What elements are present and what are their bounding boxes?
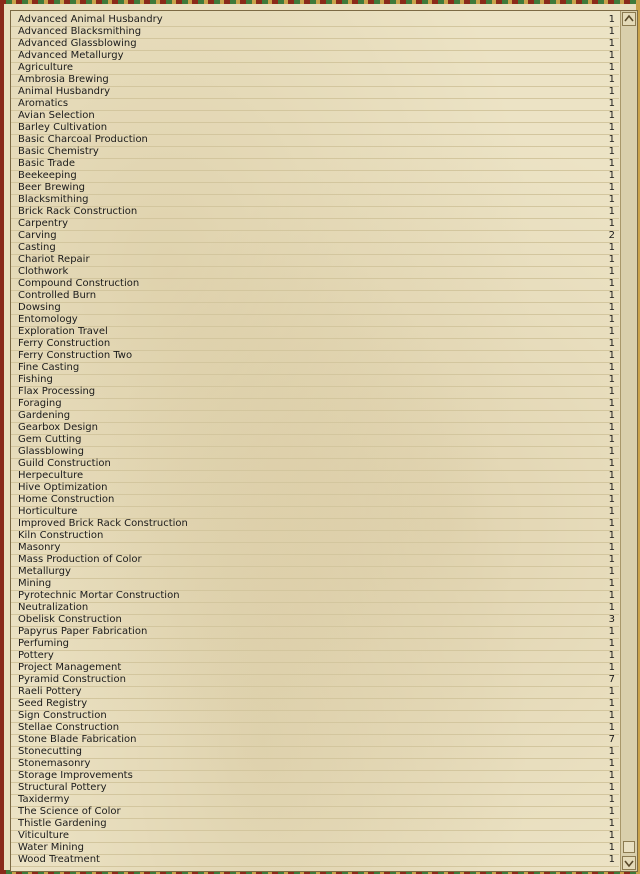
skill-name: Basic Charcoal Production [18, 134, 148, 145]
skill-name: Pyramid Construction [18, 674, 126, 685]
list-item[interactable] [11, 687, 619, 699]
skill-name: Ambrosia Brewing [18, 74, 109, 85]
skill-count: 1 [608, 422, 615, 433]
skill-count: 1 [608, 506, 615, 517]
skill-name: Home Construction [18, 494, 115, 505]
skill-name: Papyrus Paper Fabrication [18, 626, 148, 637]
skill-count: 1 [608, 458, 615, 469]
skill-name: Basic Chemistry [18, 146, 99, 157]
skill-count: 1 [608, 686, 615, 697]
skill-count: 1 [608, 206, 615, 217]
skill-count: 1 [608, 62, 615, 73]
list-item[interactable] [11, 99, 619, 111]
skill-count: 1 [608, 74, 615, 85]
skill-name: Gearbox Design [18, 422, 98, 433]
list-item[interactable] [11, 435, 619, 447]
skill-name: Gem Cutting [18, 434, 82, 445]
skill-count: 1 [608, 566, 615, 577]
skill-name: Mass Production of Color [18, 554, 142, 565]
skill-name: Gardening [18, 410, 71, 421]
skill-name: Neutralization [18, 602, 89, 613]
skill-count: 1 [608, 194, 615, 205]
skill-name: Structural Pottery [18, 782, 107, 793]
skill-count: 1 [608, 794, 615, 805]
skill-name: Foraging [18, 398, 62, 409]
skill-name: Clothwork [18, 266, 69, 277]
skill-name: Basic Trade [18, 158, 76, 169]
skill-name: Controlled Burn [18, 290, 97, 301]
skill-name: Animal Husbandry [18, 86, 111, 97]
list-item[interactable] [11, 735, 619, 747]
skill-count: 1 [608, 434, 615, 445]
list-item[interactable] [11, 459, 619, 471]
skill-count: 1 [608, 374, 615, 385]
scroll-down-button[interactable] [622, 856, 636, 870]
skill-count: 1 [608, 182, 615, 193]
list-item[interactable] [11, 51, 619, 63]
skill-name: Water Mining [18, 842, 84, 853]
skill-count: 1 [608, 50, 615, 61]
skill-count: 1 [608, 854, 615, 865]
skill-name: Pyrotechnic Mortar Construction [18, 590, 180, 601]
skill-count: 1 [608, 110, 615, 121]
skill-count: 1 [608, 38, 615, 49]
list-item[interactable] [11, 843, 619, 855]
skill-name: Advanced Animal Husbandry [18, 14, 163, 25]
skill-name: Stonecutting [18, 746, 83, 757]
skill-name: Stonemasonry [18, 758, 91, 769]
skill-count: 1 [608, 338, 615, 349]
list-item[interactable] [11, 363, 619, 375]
skill-count: 1 [608, 26, 615, 37]
list-item[interactable] [11, 495, 619, 507]
skill-count: 1 [608, 398, 615, 409]
skill-count: 1 [608, 326, 615, 337]
skill-count: 1 [608, 134, 615, 145]
skill-name: Stone Blade Fabrication [18, 734, 137, 745]
skills-panel [10, 10, 638, 872]
skill-name: Dowsing [18, 302, 61, 313]
vertical-scrollbar[interactable] [620, 11, 637, 871]
skill-name: Agriculture [18, 62, 73, 73]
skill-name: Advanced Metallurgy [18, 50, 124, 61]
skill-name: Carving [18, 230, 57, 241]
skill-count: 1 [608, 578, 615, 589]
skill-name: Wood Treatment [18, 854, 100, 865]
skill-name: Obelisk Construction [18, 614, 122, 625]
skill-count: 1 [608, 158, 615, 169]
skill-name: Hive Optimization [18, 482, 108, 493]
skill-count: 1 [608, 218, 615, 229]
skill-count: 1 [608, 494, 615, 505]
list-item[interactable] [11, 555, 619, 567]
list-item[interactable] [11, 219, 619, 231]
skill-name: Fine Casting [18, 362, 80, 373]
skill-name: Compound Construction [18, 278, 140, 289]
skill-count: 1 [608, 638, 615, 649]
list-item[interactable] [11, 87, 619, 99]
list-item[interactable] [11, 819, 619, 831]
list-item[interactable] [11, 183, 619, 195]
list-item[interactable] [11, 171, 619, 183]
skill-count: 1 [608, 602, 615, 613]
skill-count: 1 [608, 278, 615, 289]
skill-name: Flax Processing [18, 386, 96, 397]
skill-count: 1 [608, 722, 615, 733]
skill-count: 1 [608, 290, 615, 301]
list-item[interactable] [11, 291, 619, 303]
list-item[interactable] [11, 411, 619, 423]
skill-count: 7 [608, 734, 615, 745]
skill-name: Fishing [18, 374, 53, 385]
skill-count: 1 [608, 830, 615, 841]
skill-name: Storage Improvements [18, 770, 133, 781]
scroll-up-button[interactable] [622, 12, 636, 26]
skill-name: Exploration Travel [18, 326, 108, 337]
skill-count: 1 [608, 590, 615, 601]
skill-name: Kiln Construction [18, 530, 104, 541]
skill-name: Ferry Construction Two [18, 350, 133, 361]
skill-count: 1 [608, 86, 615, 97]
skill-name: Mining [18, 578, 52, 589]
skill-count: 1 [608, 806, 615, 817]
skill-name: Advanced Blacksmithing [18, 26, 142, 37]
skill-count: 1 [608, 302, 615, 313]
skill-count: 1 [608, 698, 615, 709]
list-item[interactable] [11, 399, 619, 411]
skill-name: Entomology [18, 314, 78, 325]
skill-count: 1 [608, 782, 615, 793]
skill-count: 1 [608, 542, 615, 553]
skill-count: 1 [608, 170, 615, 181]
skill-count: 1 [608, 818, 615, 829]
skill-name: Thistle Gardening [18, 818, 107, 829]
skill-name: Chariot Repair [18, 254, 90, 265]
skill-count: 1 [608, 98, 615, 109]
list-item[interactable] [11, 627, 619, 639]
list-item[interactable] [11, 747, 619, 759]
list-item[interactable] [11, 375, 619, 387]
skill-name: Raeli Pottery [18, 686, 82, 697]
skill-count: 1 [608, 518, 615, 529]
skill-count: 1 [608, 314, 615, 325]
list-item[interactable] [11, 675, 619, 687]
list-item[interactable] [11, 387, 619, 399]
skill-count: 1 [608, 266, 615, 277]
skill-count: 2 [608, 230, 615, 241]
list-item[interactable] [11, 423, 619, 435]
skill-count: 1 [608, 746, 615, 757]
skill-count: 1 [608, 410, 615, 421]
skill-count: 1 [608, 530, 615, 541]
skill-name: Aromatics [18, 98, 69, 109]
list-item[interactable] [11, 567, 619, 579]
skill-name: Casting [18, 242, 56, 253]
list-item[interactable] [11, 207, 619, 219]
skill-name: Sign Construction [18, 710, 107, 721]
skill-name: Viticulture [18, 830, 70, 841]
skill-name: Masonry [18, 542, 61, 553]
skill-count: 1 [608, 146, 615, 157]
skill-count: 1 [608, 122, 615, 133]
list-item[interactable] [11, 255, 619, 267]
skill-name: Improved Brick Rack Construction [18, 518, 188, 529]
skill-count: 1 [608, 362, 615, 373]
skill-name: Perfuming [18, 638, 70, 649]
skill-name: Carpentry [18, 218, 69, 229]
skill-name: Seed Registry [18, 698, 88, 709]
skill-count: 7 [608, 674, 615, 685]
skill-name: Metallurgy [18, 566, 71, 577]
skill-count: 1 [608, 470, 615, 481]
skill-name: Herpeculture [18, 470, 84, 481]
skill-count: 1 [608, 758, 615, 769]
skill-name: Stellae Construction [18, 722, 120, 733]
list-item[interactable] [11, 831, 619, 843]
skill-count: 1 [608, 662, 615, 673]
skill-name: Taxidermy [18, 794, 70, 805]
list-item[interactable] [11, 243, 619, 255]
skill-count: 1 [608, 554, 615, 565]
skill-count: 1 [608, 842, 615, 853]
skill-name: Blacksmithing [18, 194, 89, 205]
list-item[interactable] [11, 531, 619, 543]
skill-count: 1 [608, 446, 615, 457]
skill-name: Glassblowing [18, 446, 84, 457]
skill-name: Pottery [18, 650, 54, 661]
skill-name: Horticulture [18, 506, 78, 517]
list-item[interactable] [11, 231, 619, 243]
skill-name: Brick Rack Construction [18, 206, 138, 217]
skill-name: Beer Brewing [18, 182, 86, 193]
list-item[interactable] [11, 135, 619, 147]
skill-name: Ferry Construction [18, 338, 111, 349]
skill-name: The Science of Color [18, 806, 121, 817]
skill-count: 1 [608, 242, 615, 253]
list-item[interactable] [11, 351, 619, 363]
list-item[interactable] [11, 279, 619, 291]
skill-name: Barley Cultivation [18, 122, 108, 133]
skill-count: 1 [608, 770, 615, 781]
list-item[interactable] [11, 591, 619, 603]
skill-count: 1 [608, 650, 615, 661]
skill-count: 1 [608, 386, 615, 397]
skill-count: 1 [608, 626, 615, 637]
list-item[interactable] [11, 147, 619, 159]
skill-count: 3 [608, 614, 615, 625]
skills-list [11, 15, 619, 867]
skill-count: 1 [608, 350, 615, 361]
list-item[interactable] [11, 159, 619, 171]
list-item[interactable] [11, 303, 619, 315]
skill-name: Advanced Glassblowing [18, 38, 137, 49]
skill-name: Guild Construction [18, 458, 111, 469]
scroll-thumb[interactable] [623, 841, 635, 853]
skill-name: Project Management [18, 662, 122, 673]
list-item[interactable] [11, 639, 619, 651]
list-item[interactable] [11, 855, 619, 867]
skill-count: 1 [608, 482, 615, 493]
skill-name: Avian Selection [18, 110, 95, 121]
skill-count: 1 [608, 710, 615, 721]
skill-count: 1 [608, 254, 615, 265]
list-item[interactable] [11, 783, 619, 795]
skill-count: 1 [608, 14, 615, 25]
skill-name: Beekeeping [18, 170, 77, 181]
